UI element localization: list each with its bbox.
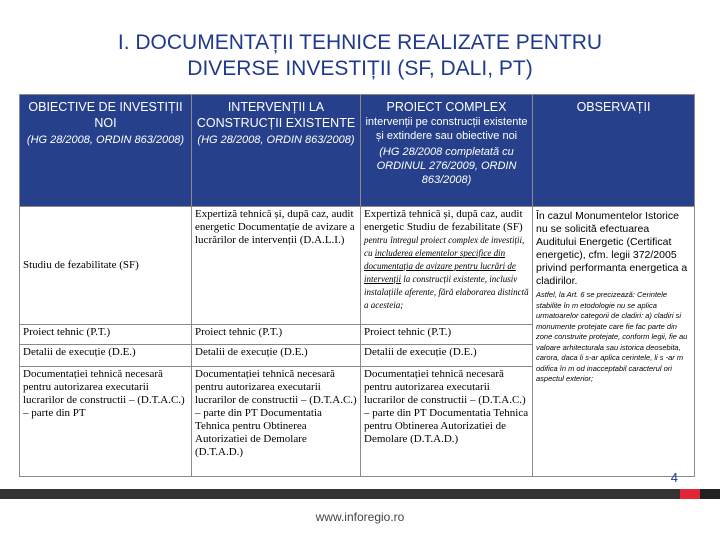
cell-dtac-complex	[361, 367, 533, 477]
cell-de-complex	[361, 345, 533, 367]
footer-bar-dark	[0, 489, 680, 499]
cell-dtac-interventions-text: Documentației tehnică necesară pentru autorizarea executarii lucrarilor de constructii – (D.T.A.C.) – parte din PT Documentatia Tehnica pentru Obtinerea Autorizatiei de Demolare (D.T.A.D.)	[195, 368, 357, 458]
header-interventions	[192, 95, 361, 207]
cell-sf-complex-text: Expertiză tehnică și, după caz, audit energetic Studiu de fezabilitate (SF)	[364, 208, 523, 233]
cell-observations	[533, 207, 695, 477]
header-new-investments-title: OBIECTIVE DE INVESTIȚII NOI	[28, 100, 183, 130]
footer-site-url: www.inforegio.ro	[315, 510, 405, 524]
slide-title	[0, 30, 720, 82]
header-interventions-note: (HG 28/2008, ORDIN 863/2008)	[197, 134, 355, 146]
header-observations	[533, 95, 695, 207]
page-number: 4	[670, 470, 678, 485]
header-complex-project	[361, 95, 533, 207]
title-line-2: DIVERSE INVESTIȚII (SF, DALI, PT)	[187, 57, 533, 80]
cell-de-new	[20, 345, 192, 367]
header-complex-project-title: PROIECT COMPLEX	[386, 100, 507, 114]
cell-sf-complex	[361, 207, 533, 325]
cell-pt-complex	[361, 325, 533, 345]
footer-bar-end	[700, 489, 720, 499]
header-new-investments	[20, 95, 192, 207]
cell-dtac-new	[20, 367, 192, 477]
header-interventions-title: INTERVENȚII LA CONSTRUCȚII EXISTENTE	[196, 100, 356, 130]
cell-dali-text: Expertiză tehnică și, după caz, audit energetic Documentație de avizare a lucrărilor de intervenții (D.A.L.I.)	[195, 208, 355, 246]
title-line-1: I. DOCUMENTAȚII TEHNICE REALIZATE PENTRU	[117, 31, 603, 54]
cell-sf-complex-note-a: întregul proiect complex de investiții, cu	[364, 235, 525, 258]
cell-pt-new-text: Proiect tehnic (P.T.)	[23, 326, 111, 338]
cell-de-interventions	[192, 345, 361, 367]
cell-de-new-text: Detalii de execuție (D.E.)	[23, 346, 136, 358]
cell-dtac-new-text: Documentației tehnică necesară pentru autorizarea executarii lucrarilor de constructii – (D.T.A.C.) – parte din PT	[23, 368, 185, 419]
cell-de-complex-text: Detalii de execuție (D.E.)	[364, 346, 477, 358]
cell-de-interventions-text: Detalii de execuție (D.E.)	[195, 346, 308, 358]
cell-dali	[192, 207, 361, 325]
header-new-investments-note: (HG 28/2008, ORDIN 863/2008)	[26, 134, 185, 146]
cell-dtac-complex-text: Documentației tehnică necesară pentru autorizarea executarii lucrarilor de constructii – (D.T.A.C.) – parte din PT Documentatia Tehnica pentru Obtinerea Autorizatiei de Demolare (D.T.A.D.)	[364, 368, 529, 445]
documentation-table	[19, 94, 695, 477]
header-observations-title: OBSERVAȚII	[576, 100, 651, 114]
footer-bar-red	[680, 489, 700, 499]
cell-pt-new	[20, 325, 192, 345]
cell-sf-complex-note-b: la construcții existente, inclusiv instalațiile aferente, fără elaborarea distinctă a acesteia;	[364, 274, 529, 310]
observations-detail: Astfel, la Art. 6 se precizează: Cerintele stabilite în m etodologie nu se aplica urmatoarelor categorii de cladiri: a) cladiri si monumente protejate care fie fac parte din zone construite protejate, conform legii, fie au valoare arhitecturala sau istorica deosebita, carora, daca li s-ar aplica cerintele, li s -ar m odifica în m od inacceptabil caracterul ori aspectul exterior;	[536, 290, 688, 383]
cell-sf-complex-pentru: pentru	[364, 235, 388, 245]
header-complex-project-note: (HG 28/2008 completată cu ORDINUL 276/2009, ORDIN 863/2008)	[376, 146, 517, 186]
cell-sf-new	[20, 207, 192, 325]
cell-pt-interventions	[192, 325, 361, 345]
cell-sf-new-text: Studiu de fezabilitate (SF)	[23, 259, 139, 271]
cell-sf-complex-note-underlined: includerea elementelor specifice din documentația de avizare pentru lucrări de intervenții	[364, 248, 516, 284]
footer-bar	[0, 489, 720, 499]
observations-main: În cazul Monumentelor Istorice nu se solicită efectuarea Auditului Energetic (Certificat energetic), cfm. legii 372/2005 privind performanta energetica a cladirilor.	[536, 210, 688, 287]
cell-pt-interventions-text: Proiect tehnic (P.T.)	[195, 326, 283, 338]
cell-dtac-interventions	[192, 367, 361, 477]
header-complex-project-sub: intervenții pe construcții existente și extindere sau obiective noi	[365, 116, 528, 142]
cell-pt-complex-text: Proiect tehnic (P.T.)	[364, 326, 452, 338]
